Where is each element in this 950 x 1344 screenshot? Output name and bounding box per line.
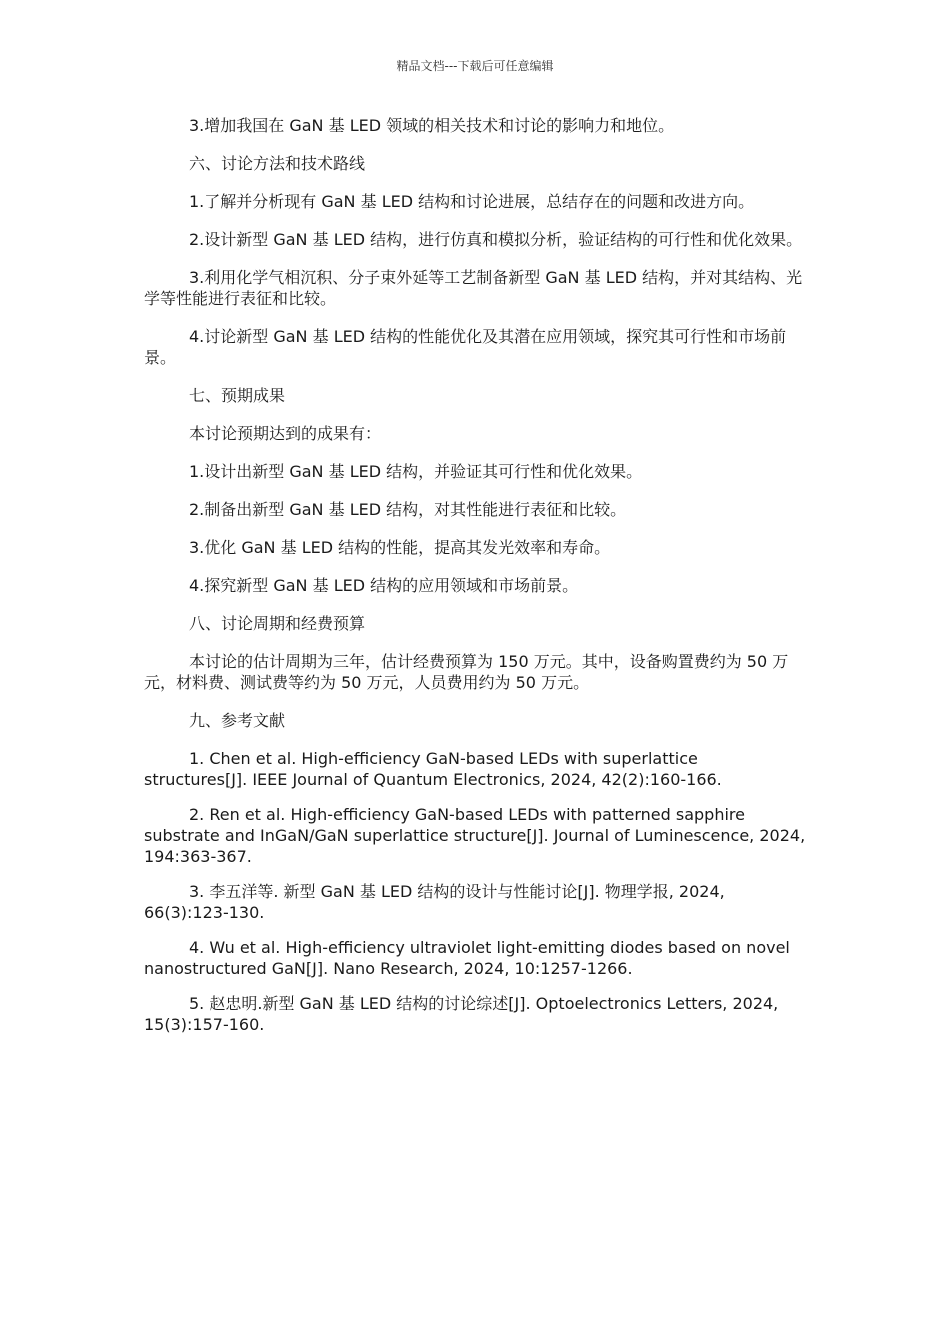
paragraph: 3.增加我国在 GaN 基 LED 领域的相关技术和讨论的影响力和地位。 bbox=[189, 116, 675, 135]
reference-item: 4. Wu et al. High-efficiency ultraviolet light-emitting diodes based on novel nanostructured GaN[J]. Nano Research, 2024, 10:1257-1266. bbox=[144, 938, 790, 978]
page-header: 精品文档---下载后可任意编辑 bbox=[396, 59, 554, 73]
paragraph: 4.探究新型 GaN 基 LED 结构的应用领域和市场前景。 bbox=[189, 576, 579, 595]
reference-item: 2. Ren et al. High-efficiency GaN-based LEDs with patterned sapphire substrate and InGaN/GaN superlattice structure[J]. Journal of Luminescence, 2024, 194:363-367. bbox=[144, 805, 806, 866]
section-heading-period-budget: 八、讨论周期和经费预算 bbox=[189, 614, 366, 633]
paragraph: 4.讨论新型 GaN 基 LED 结构的性能优化及其潜在应用领域，探究其可行性和市场前景。 bbox=[144, 327, 787, 367]
paragraph: 1.设计出新型 GaN 基 LED 结构，并验证其可行性和优化效果。 bbox=[189, 462, 643, 481]
paragraph: 2.设计新型 GaN 基 LED 结构，进行仿真和模拟分析，验证结构的可行性和优化效果。 bbox=[189, 230, 803, 249]
document-body bbox=[144, 115, 806, 1049]
reference-item: 5. 赵忠明.新型 GaN 基 LED 结构的讨论综述[J]. Optoelectronics Letters, 2024, 15(3):157-160. bbox=[144, 994, 779, 1034]
paragraph: 本讨论预期达到的成果有： bbox=[189, 424, 382, 443]
reference-item: 3. 李五洋等. 新型 GaN 基 LED 结构的设计与性能讨论[J]. 物理学报, 2024, 66(3):123-130. bbox=[144, 882, 725, 922]
paragraph: 1.了解并分析现有 GaN 基 LED 结构和讨论进展，总结存在的问题和改进方向。 bbox=[189, 192, 755, 211]
paragraph: 3.利用化学气相沉积、分子束外延等工艺制备新型 GaN 基 LED 结构，并对其结构、光学等性能进行表征和比较。 bbox=[144, 268, 803, 308]
paragraph: 2.制备出新型 GaN 基 LED 结构，对其性能进行表征和比较。 bbox=[189, 500, 627, 519]
section-heading-methods: 六、讨论方法和技术路线 bbox=[189, 154, 366, 173]
reference-item: 1. Chen et al. High-efficiency GaN-based LEDs with superlattice structures[J]. IEEE Journal of Quantum Electronics, 2024, 42(2):160-166. bbox=[144, 749, 722, 789]
section-heading-expected-results: 七、预期成果 bbox=[189, 386, 286, 405]
paragraph: 本讨论的估计周期为三年，估计经费预算为 150 万元。其中，设备购置费约为 50 万元，材料费、测试费等约为 50 万元，人员费用约为 50 万元。 bbox=[144, 652, 789, 692]
paragraph: 3.优化 GaN 基 LED 结构的性能，提高其发光效率和寿命。 bbox=[189, 538, 611, 557]
section-heading-references: 九、参考文献 bbox=[189, 711, 286, 730]
